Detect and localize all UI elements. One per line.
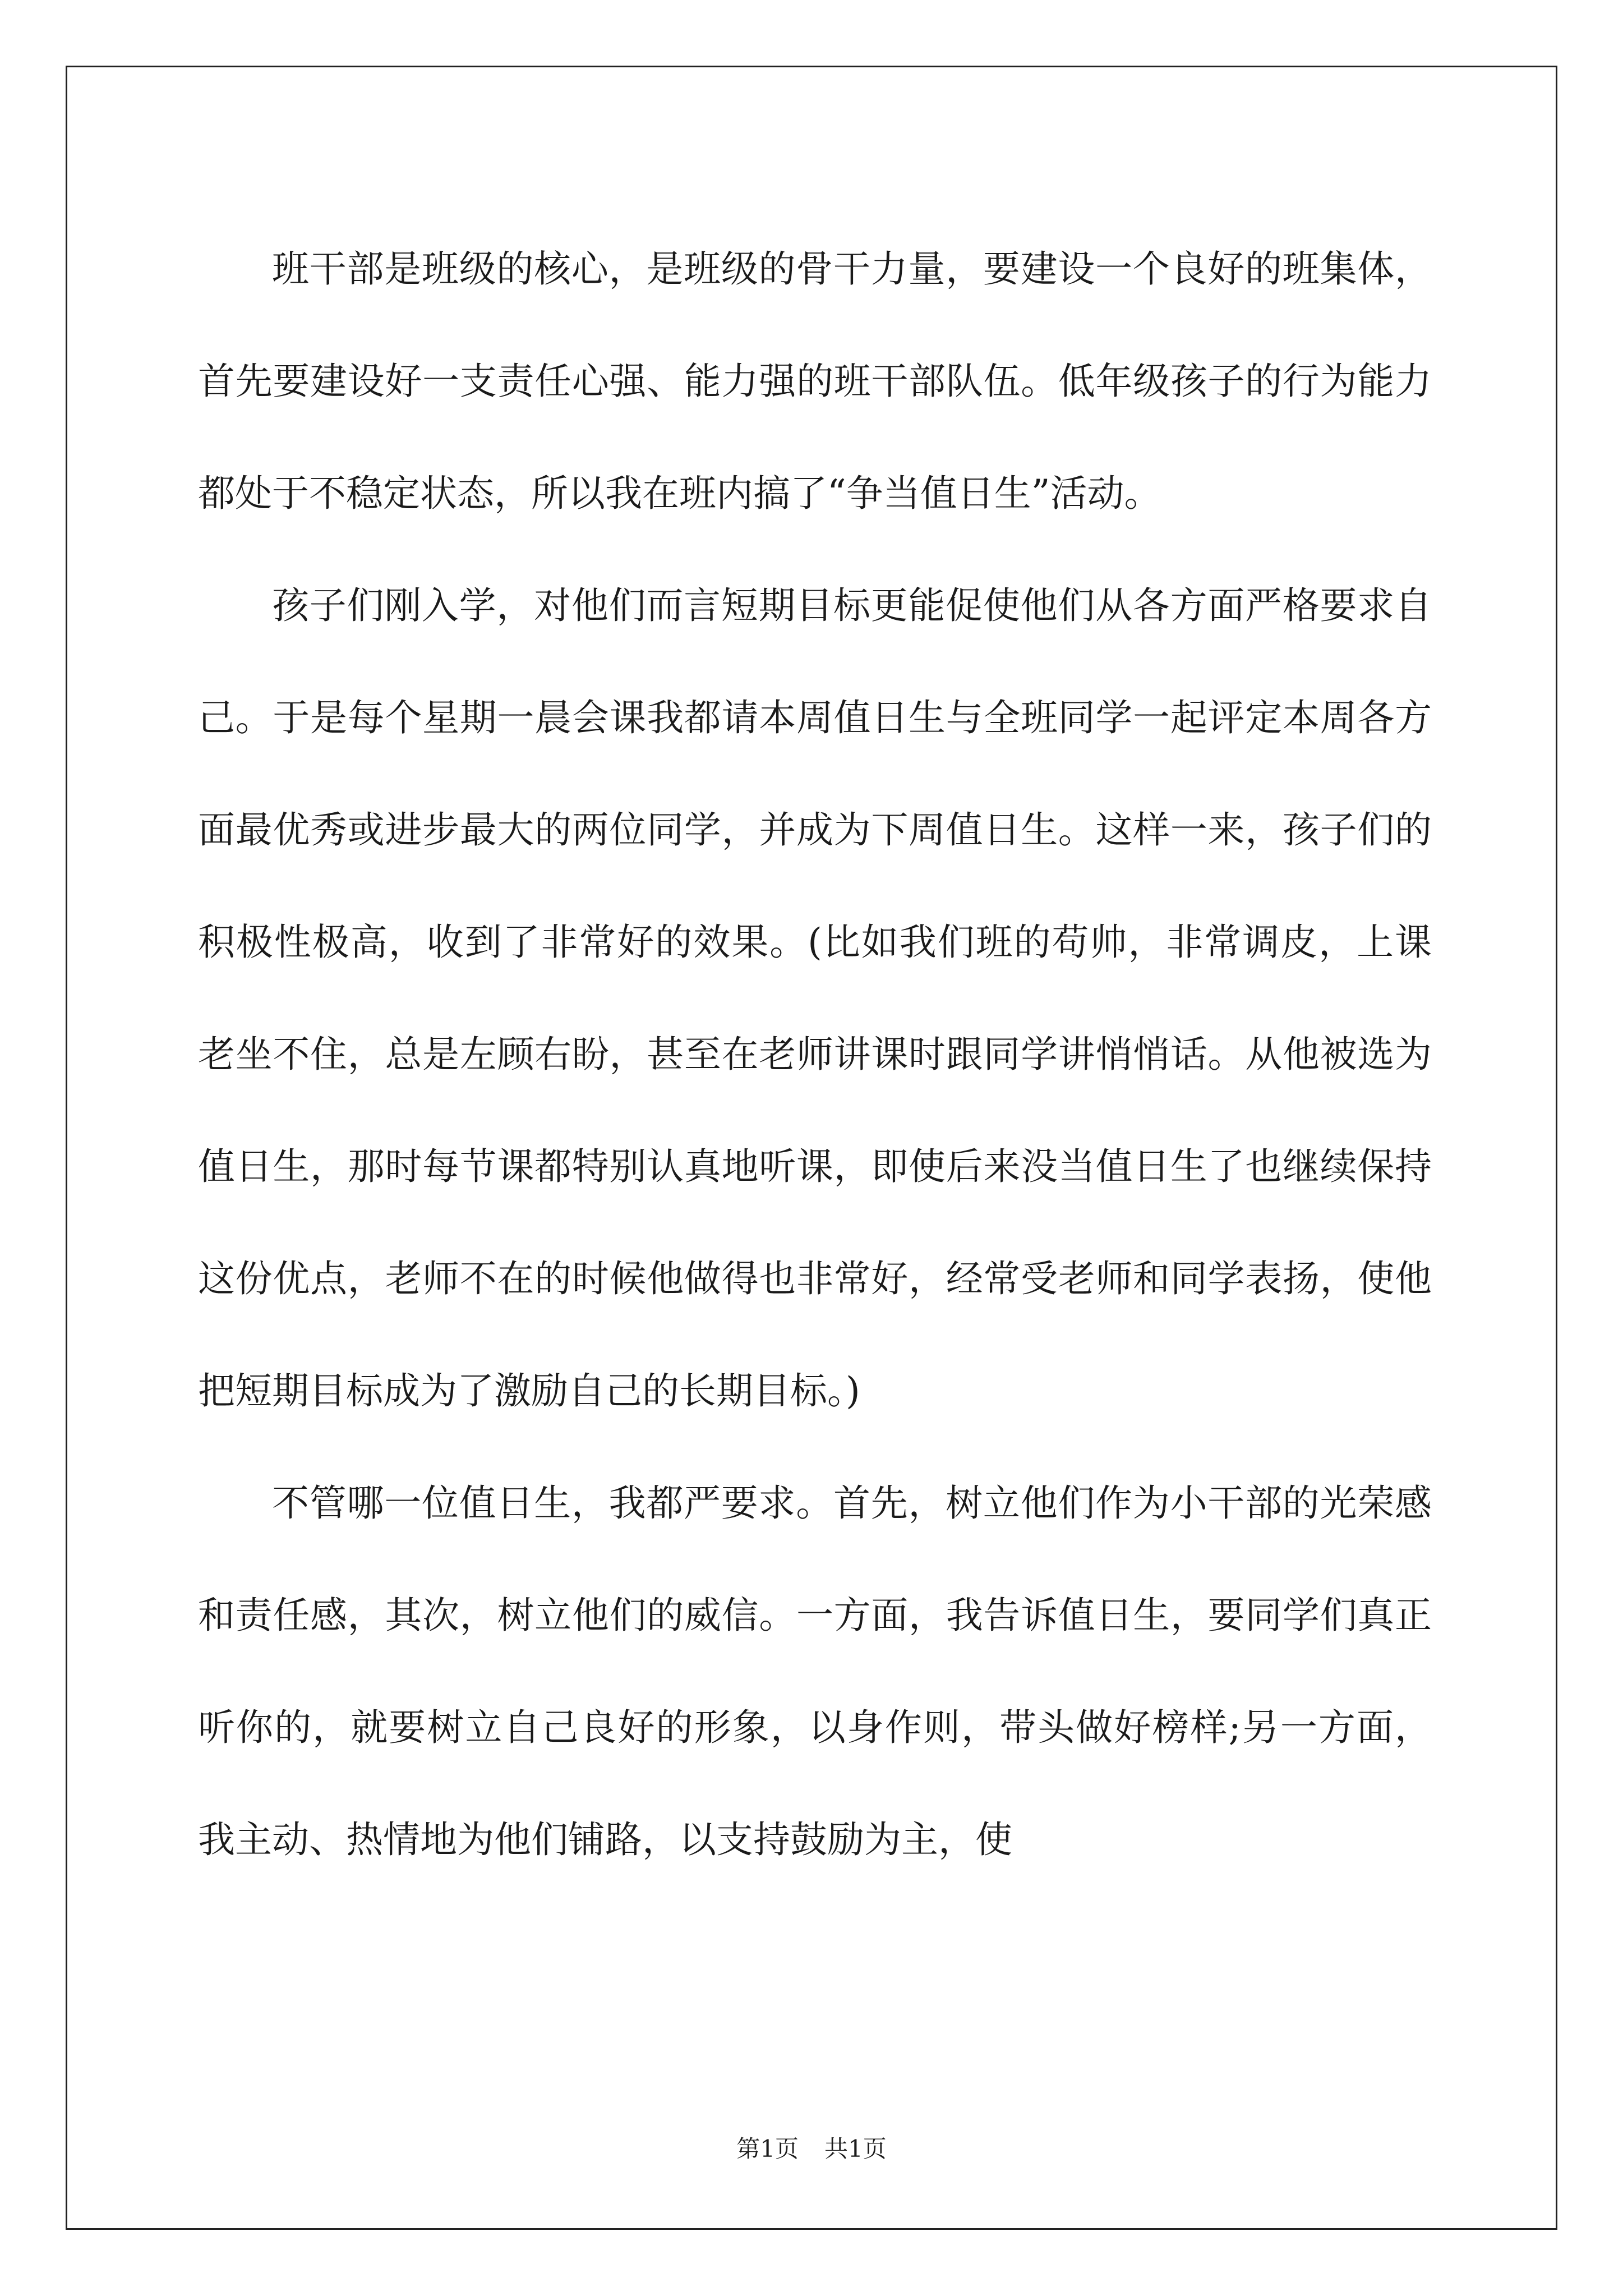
paragraph-3: 不管哪一位值日生，我都严要求。首先，树立他们作为小干部的光荣感和责任感，其次，树立他们的威信。一方面，我告诉值日生，要同学们真正听你的，就要树立自己良好的形象，以身作则，带头做好榜样;另一方面，我主动、热情地为他们铺路，以支持鼓励为主，使 — [198, 1481, 1432, 1861]
page-total: 共1页 — [824, 2135, 887, 2162]
paragraph-2: 孩子们刚入学，对他们而言短期目标更能促使他们从各方面严格要求自己。于是每个星期一晨会课我都请本周值日生与全班同学一起评定本周各方面最优秀或进步最大的两位同学，并成为下周值日生。这样一来，孩子们的积极性极高，收到了非常好的效果。(比如我们班的苟帅，非常调皮，上课老坐不住，总是左顾右盼，甚至在老师讲课时跟同学讲悄悄话。从他被选为值日生，那时每节课都特别认真地听课，即使后来没当值日生了也继续保持这份优点，老师不在的时候他做得也非常好，经常受老师和同学表扬，使他把短期目标成为了激励自己的长期目标。) — [198, 584, 1432, 1412]
page-footer — [0, 2131, 1623, 2164]
page-number: 第1页 — [736, 2135, 799, 2162]
document-body — [198, 213, 1432, 1896]
paragraph-1: 班干部是班级的核心，是班级的骨干力量，要建设一个良好的班集体，首先要建设好一支责任心强、能力强的班干部队伍。低年级孩子的行为能力都处于不稳定状态，所以我在班内搞了“争当值日生”活动。 — [198, 247, 1432, 515]
